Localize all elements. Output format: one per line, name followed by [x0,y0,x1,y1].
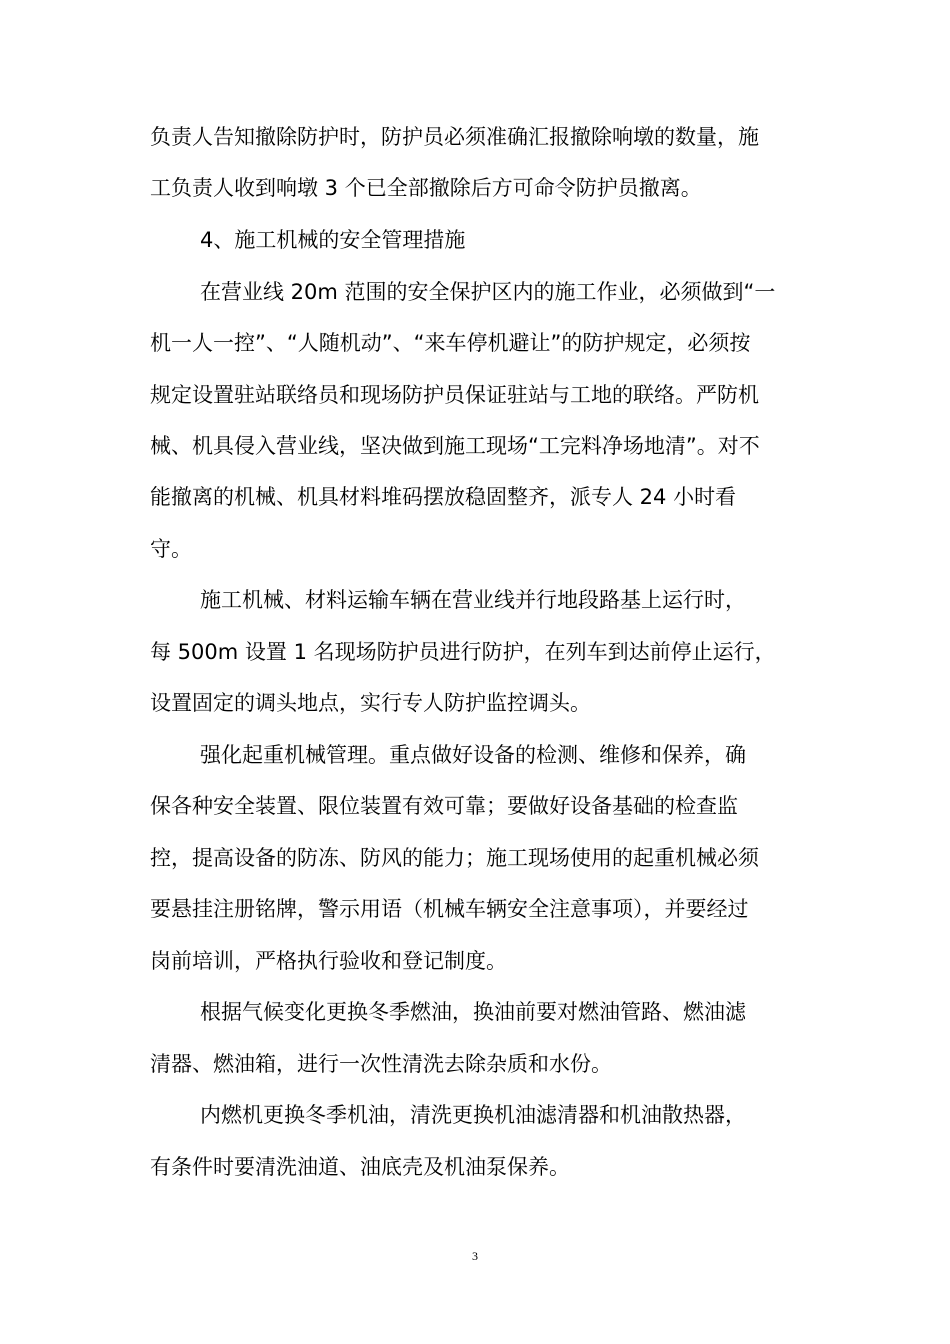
text-line: 负责人告知撤除防护时，防护员必须准确汇报撤除响墩的数量，施 [150,125,759,149]
text-line: 每 500m 设置 1 名现场防护员进行防护，在列车到达前停止运行， [150,640,776,664]
text-line: 在营业线 20m 范围的安全保护区内的施工作业，必须做到“一 [200,280,776,304]
text-line: 施工机械、材料运输车辆在营业线并行地段路基上运行时， [200,588,746,612]
text-line: 能撤离的机械、机具材料堆码摆放稳固整齐，派专人 24 小时看 [150,485,737,509]
text-line: 守。 [150,537,192,561]
text-line: 有条件时要清洗油道、油底壳及机油泵保养。 [150,1155,570,1179]
text-line: 规定设置驻站联络员和现场防护员保证驻站与工地的联络。严防机 [150,383,759,407]
text-line: 工负责人收到响墩 3 个已全部撤除后方可命令防护员撤离。 [150,176,702,200]
text-line: 岗前培训，严格执行验收和登记制度。 [150,949,507,973]
page-number: 3 [472,1249,478,1263]
text-line: 保各种安全装置、限位装置有效可靠；要做好设备基础的检查监 [150,794,738,818]
text-line: 控，提高设备的防冻、防风的能力；施工现场使用的起重机械必须 [150,846,759,870]
text-line: 要悬挂注册铭牌，警示用语（机械车辆安全注意事项），并要经过 [150,897,749,921]
text-line: 根据气候变化更换冬季燃油，换油前要对燃油管路、燃油滤 [200,1000,746,1024]
text-line: 设置固定的调头地点，实行专人防护监控调头。 [150,691,591,715]
text-line: 内燃机更换冬季机油，清洗更换机油滤清器和机油散热器， [200,1103,746,1127]
text-line: 机一人一控”、“人随机动”、“来车停机避让”的防护规定，必须按 [150,331,751,355]
text-line: 清器、燃油箱，进行一次性清洗去除杂质和水份。 [150,1052,612,1076]
section-heading: 4、施工机械的安全管理措施 [200,228,466,252]
text-line: 强化起重机械管理。重点做好设备的检测、维修和保养，确 [200,743,746,767]
text-line: 械、机具侵入营业线，坚决做到施工现场“工完料净场地清”。对不 [150,434,760,458]
